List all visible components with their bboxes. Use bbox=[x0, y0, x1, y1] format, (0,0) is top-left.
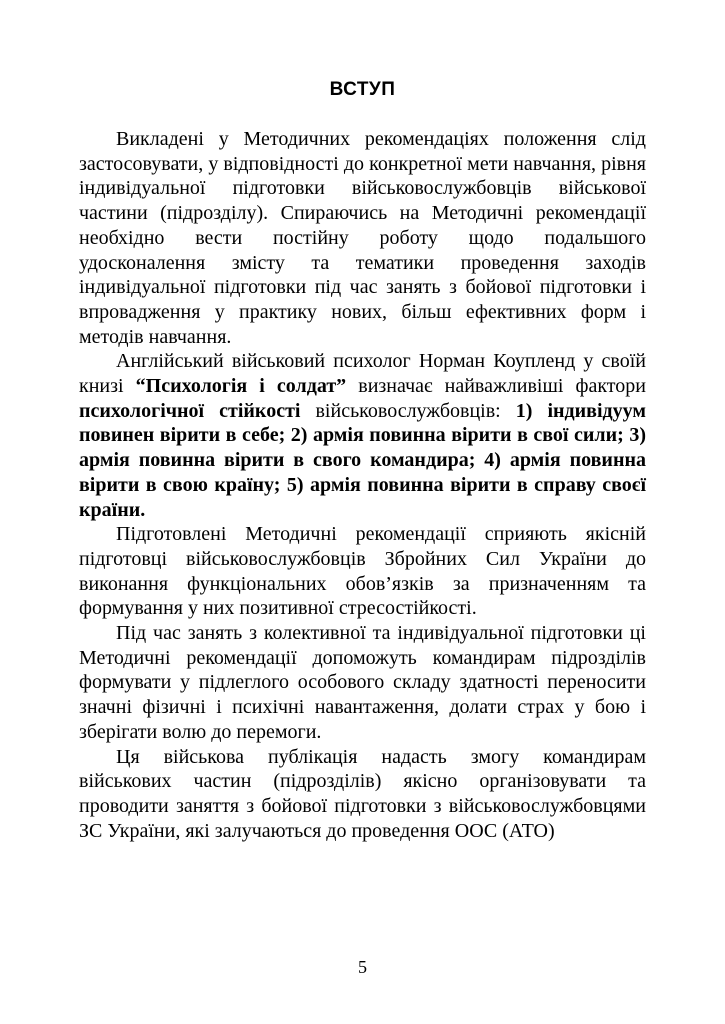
paragraph-3 bbox=[79, 522, 646, 621]
book-title: “Психологія і солдат” bbox=[135, 375, 347, 398]
paragraph-2-text: визначає найважливіші фактори bbox=[346, 375, 646, 398]
paragraph-5-text: Ця військова публікація надасть змогу командирам військових частин (підрозділів) якісно організовувати та проводити заняття з бойової підготовки з військовослужбовцями ЗС України, які залучаються до проведення ООС (АТО) bbox=[79, 745, 646, 842]
paragraph-5 bbox=[79, 745, 646, 844]
body-text bbox=[79, 127, 646, 843]
paragraph-2 bbox=[79, 349, 646, 522]
page-number: 5 bbox=[358, 957, 367, 977]
paragraph-2-text: військовослужбовців: bbox=[300, 399, 516, 422]
paragraph-1 bbox=[79, 127, 646, 349]
paragraph-4-text: Під час занять з колективної та індивідуальної підготовки ці Методичні рекомендації допоможуть командирам підрозділів формувати у підлеглого особового складу здатності переносити значні фізичні і психічні навантаження, долати страх у бою і зберігати волю до перемоги. bbox=[79, 622, 646, 743]
paragraph-4 bbox=[79, 621, 646, 745]
key-term: психологічної стійкості bbox=[79, 399, 301, 422]
factors-list: 1) індивідуум повинен вірити в себе; 2) армія повинна вірити в свої сили; 3) армія повинна вірити в свого командира; 4) армія повинна вірити в свою країну; 5) армія повинна вірити в справу своєї країни. bbox=[79, 399, 646, 521]
paragraph-3-text: Підготовлені Методичні рекомендації сприяють якісній підготовці військовослужбовців Збройних Сил України до виконання функціональних обов’язків за призначенням та формування у них позитивної стресостійкості. bbox=[79, 523, 646, 620]
paragraph-1-text: Викладені у Методичних рекомендаціях положення слід застосовувати, у відповідності до конкретної мети навчання, рівня індивідуальної підготовки військовослужбовців військової частини (підрозділу). Спираючись на Методичні рекомендації необхідно вести постійну роботу щодо подальшого удосконалення змісту та тематики проведення заходів індивідуальної підготовки під час занять з бойової підготовки і впровадження у практику нових, більш ефективних форм і методів навчання. bbox=[79, 128, 646, 348]
page-title: ВСТУП bbox=[329, 79, 396, 100]
paragraph-2-text: Англійський військовий психолог Норман Коупленд у своїй книзі bbox=[79, 350, 646, 398]
